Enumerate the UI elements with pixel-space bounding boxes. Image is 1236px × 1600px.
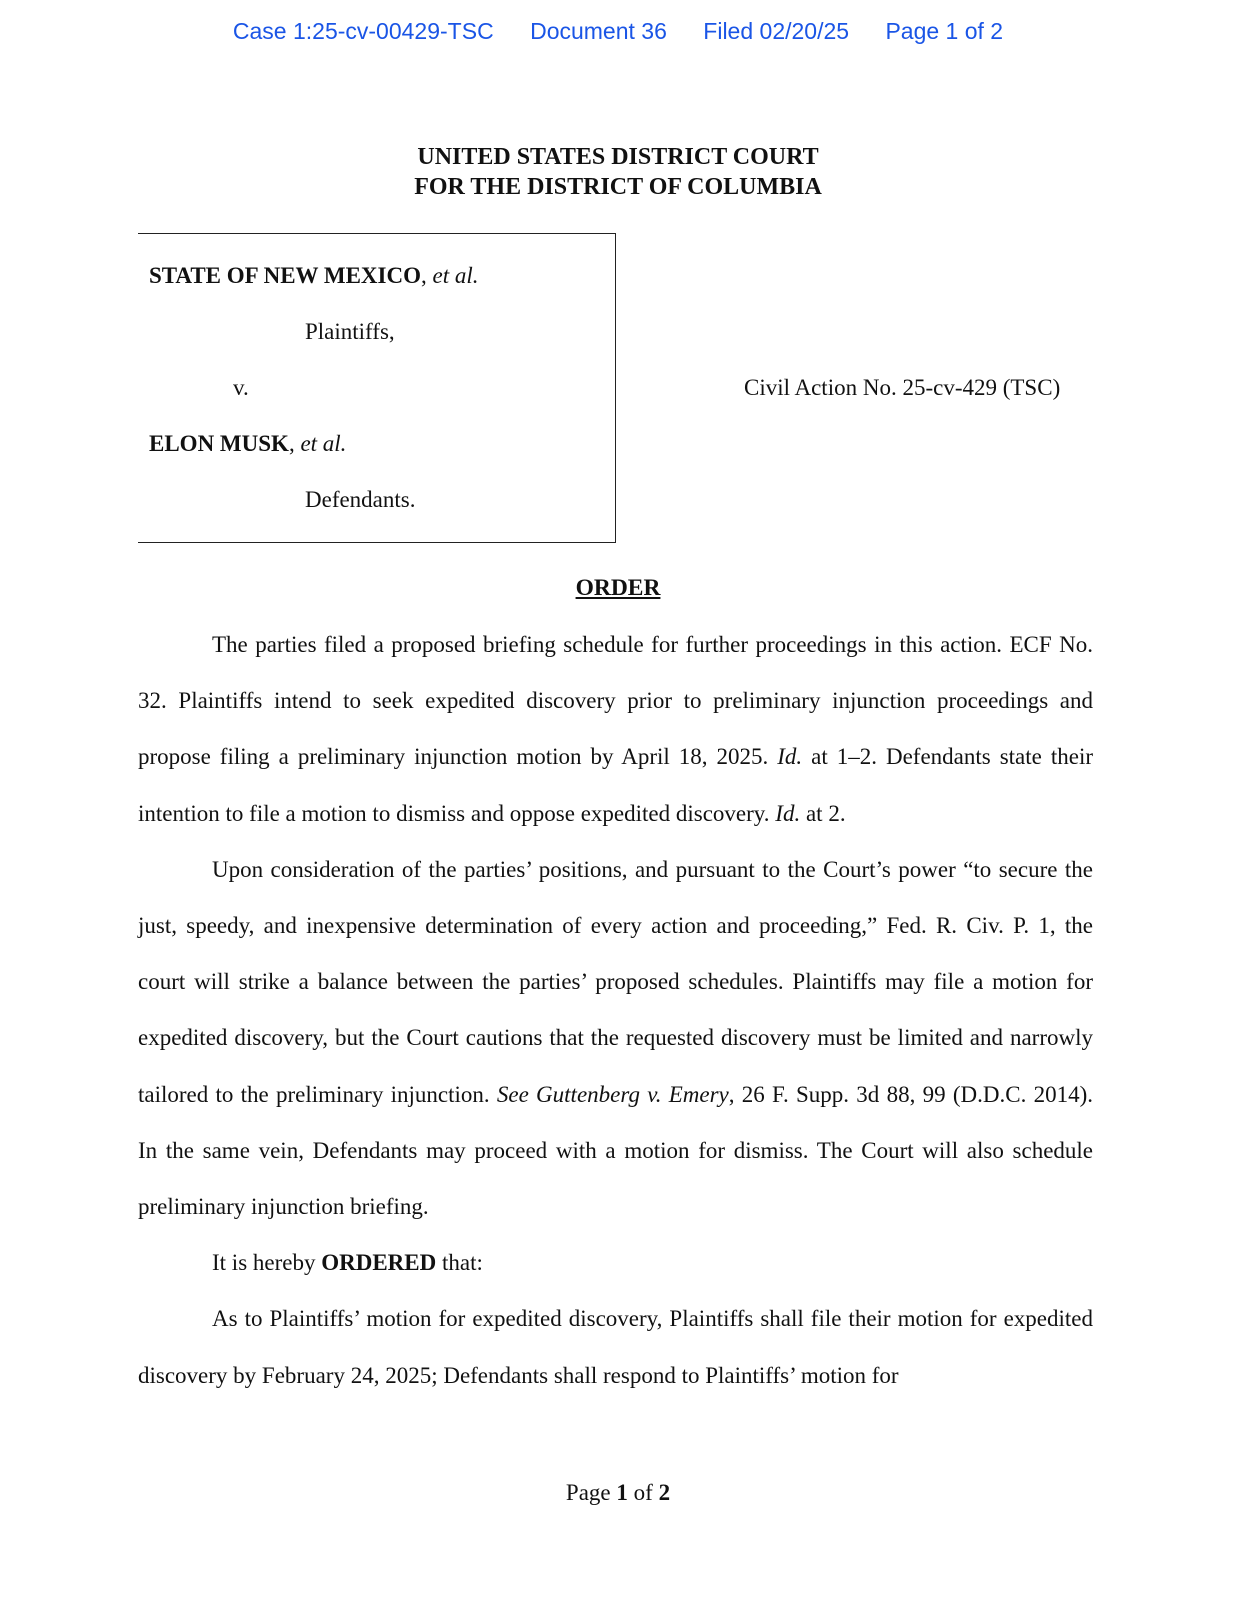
filed-date: Filed 02/20/25 <box>703 18 850 44</box>
p3-text-a: It is hereby <box>212 1250 322 1276</box>
ordered-word: ORDERED <box>321 1250 437 1276</box>
court-name: UNITED STATES DISTRICT COURT <box>417 144 819 170</box>
footer-total-pages: 2 <box>658 1480 671 1505</box>
plaintiff-line <box>149 263 479 289</box>
defendant-role: Defendants. <box>305 487 416 512</box>
plaintiff-role: Plaintiffs, <box>305 319 395 344</box>
paragraph-3 <box>138 1235 1093 1291</box>
civil-action-number: Civil Action No. 25-cv-429 (TSC) <box>744 375 1061 400</box>
paragraph-2 <box>138 842 1093 1235</box>
paragraph-4: As to Plaintiffs’ motion for expedited discovery, Plaintiffs shall file their motion for expedited discovery by February 24, 2025; Defendants shall respond to Plaintiffs’ motion for <box>138 1306 1093 1388</box>
footer-of: of <box>627 1480 659 1505</box>
defendant-separator: , <box>288 431 301 456</box>
footer-current-page: 1 <box>616 1480 628 1505</box>
document-number: Document 36 <box>530 18 667 44</box>
header-page-count: Page 1 of 2 <box>885 18 1004 44</box>
case-number: Case 1:25-cv-00429-TSC <box>232 18 494 44</box>
paragraph-1 <box>138 617 1093 842</box>
court-district: FOR THE DISTRICT OF COLUMBIA <box>414 174 822 200</box>
plaintiff-separator: , <box>421 263 433 288</box>
page-footer <box>0 1480 1236 1506</box>
p1-text-c: at 2. <box>800 800 846 826</box>
order-title: ORDER <box>575 575 661 601</box>
court-heading <box>0 142 1236 202</box>
defendant-name: ELON MUSK <box>149 431 289 456</box>
p2-text-b: , 26 F. Supp. 3d 88, 99 (D.D.C. 2014). In the same vein, Defendants may proceed with a motion for dismiss. The Court will also schedule preliminary injunction briefing. <box>138 1081 1093 1220</box>
p1-text-b: at 1–2. Defendants state their intention to file a motion to dismiss and oppose expedited discovery. <box>138 744 1093 826</box>
p1-citation-id: Id. <box>777 744 803 770</box>
versus-label: v. <box>233 375 249 400</box>
defendant-line <box>149 431 346 457</box>
p1-text-a: The parties filed a proposed briefing schedule for further proceedings in this action. ECF No. 32. Plaintiffs intend to seek expedited discovery prior to preliminary injunction proceedings and propose filing a preliminary injunction motion by April 18, 2025. <box>138 632 1093 770</box>
p1-citation-id-2: Id. <box>775 800 801 826</box>
ecf-header <box>0 18 1236 45</box>
p2-case-citation: See Guttenberg v. Emery <box>496 1081 729 1107</box>
plaintiff-etal: et al. <box>432 263 479 288</box>
plaintiff-name: STATE OF NEW MEXICO <box>149 263 421 288</box>
p3-text-b: that: <box>436 1250 483 1276</box>
p2-text-a: Upon consideration of the parties’ positions, and pursuant to the Court’s power “to secure the just, speedy, and inexpensive determination of every action and proceeding,” Fed. R. Civ. P. 1, the court will strike a balance between the parties’ proposed schedules. Plaintiffs may file a motion for expedited discovery, but the Court cautions that the requested discovery must be limited and narrowly tailored to the preliminary injunction. <box>138 856 1093 1107</box>
defendant-etal: et al. <box>300 431 347 456</box>
order-body <box>138 617 1093 1404</box>
footer-prefix: Page <box>565 1480 617 1505</box>
